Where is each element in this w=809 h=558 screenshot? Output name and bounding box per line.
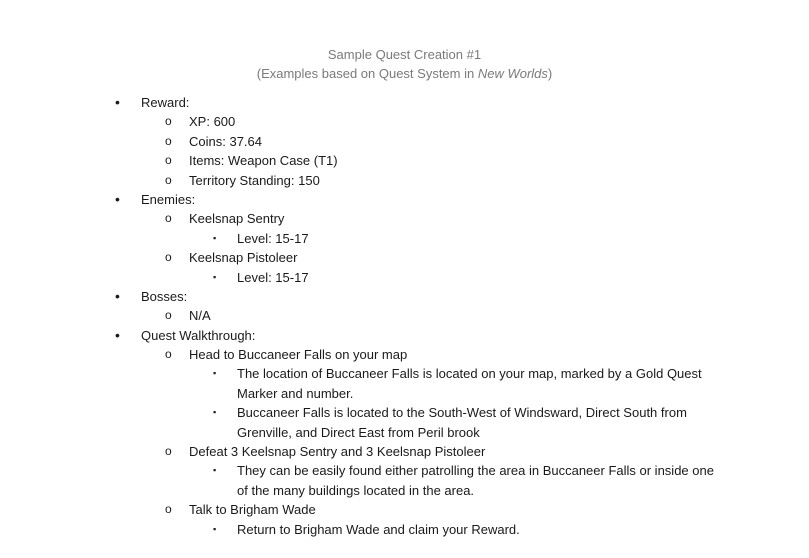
bullet-circle: o [165,114,172,129]
list-item: o Items: Weapon Case (T1) [0,151,809,170]
list-item: o N/A [0,306,809,325]
list-item-bosses [0,287,809,306]
bullet-square: ▪ [213,523,217,534]
bullet-disc: • [115,287,120,304]
game-name: New Worlds [477,66,548,81]
list-item: o Territory Standing: 150 [0,171,809,190]
bullet-circle: o [165,502,172,517]
bullet-square: ▪ [213,407,217,418]
list-item: o Coins: 37.64 [0,132,809,151]
step-detail: ▪ Return to Brigham Wade and claim your Reward. [0,520,809,539]
section-label: Enemies: [141,191,196,207]
bullet-circle: o [165,444,172,459]
list-item-reward [0,93,809,112]
bullet-circle: o [165,347,172,362]
step-detail: ▪ The location of Buccaneer Falls is located on your map, marked by a Gold Quest Marker and number. [213,366,702,401]
document-title: Sample Quest Creation #1 [327,47,482,62]
bullet-circle: o [165,211,172,226]
step-detail: ▪ They can be easily found either patrolling the area in Buccaneer Falls or inside one of the many buildings located in the area. [213,463,714,498]
quest-outline [0,93,809,539]
list-item-walkthrough [0,326,809,345]
bullet-circle: o [165,308,172,323]
list-item: ▪ Level: 15-17 [0,229,809,248]
bullet-circle: o [165,133,172,148]
bullet-disc: • [115,94,120,110]
section-label: Bosses: [141,288,188,304]
bullet-disc: • [115,190,120,207]
list-item-enemies [0,190,809,209]
bullet-circle: o [165,172,172,187]
list-item: o Keelsnap Sentry [0,209,809,228]
document-header [0,45,809,83]
bullet-square: ▪ [213,271,217,282]
section-label: Reward: [141,95,190,110]
list-item: ▪ Level: 15-17 [0,268,809,287]
document-subtitle: (Examples based on Quest System in New Worlds) [256,66,553,81]
bullet-circle: o [165,250,172,265]
bullet-square: ▪ [213,232,217,243]
step-detail: ▪ Buccaneer Falls is located to the South-West of Windsward, Direct South from Grenville, and Direct East from Peril brook [213,405,687,440]
bullet-disc: • [115,326,120,343]
list-item: o XP: 600 [0,112,809,131]
bullet-circle: o [165,153,172,168]
walkthrough-step: o Head to Buccaneer Falls on your map [0,345,809,364]
list-item: o Keelsnap Pistoleer [0,248,809,267]
section-label: Quest Walkthrough: [141,327,256,343]
walkthrough-step: o Talk to Brigham Wade [0,500,809,519]
bullet-square: ▪ [213,465,217,476]
walkthrough-step: o Defeat 3 Keelsnap Sentry and 3 Keelsnap Pistoleer [0,442,809,461]
bullet-square: ▪ [213,368,217,379]
